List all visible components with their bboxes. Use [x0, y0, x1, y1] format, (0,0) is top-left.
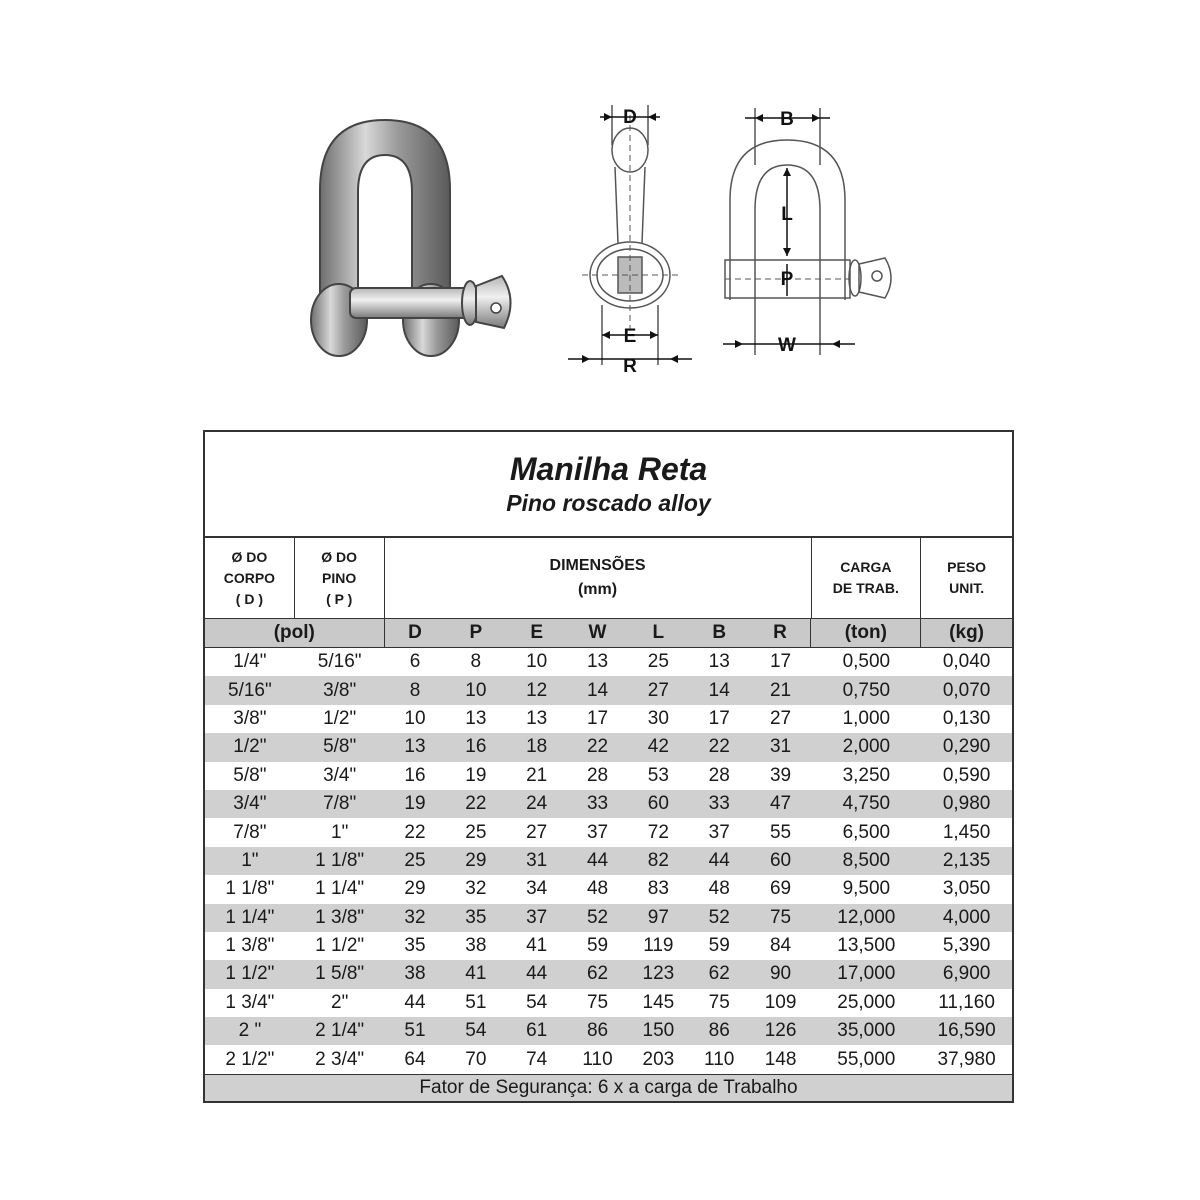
table-cell: 110: [704, 1048, 735, 1070]
table-cell: 2,000: [842, 736, 891, 758]
table-cell: 6,900: [942, 963, 991, 985]
table-cell: 3/4": [323, 764, 357, 786]
table-cell: 17: [708, 707, 730, 729]
table-cell: 1 3/8": [315, 906, 365, 928]
table-body: [205, 648, 1012, 1074]
table-cell: 13: [586, 651, 609, 673]
table-title: Manilha Reta: [509, 451, 708, 487]
table-row: [205, 790, 1012, 818]
table-cell: 13: [708, 651, 730, 673]
table-cell: 8: [409, 679, 421, 701]
table-cell: 13: [526, 707, 548, 729]
table-cell: 52: [708, 906, 730, 928]
table-cell: 22: [586, 736, 609, 758]
label-e: E: [623, 326, 637, 347]
table-cell: 0,500: [842, 651, 891, 673]
table-cell: 48: [708, 878, 730, 900]
table-row: [205, 847, 1012, 875]
table-cell: 75: [586, 991, 609, 1013]
table-cell: 12: [526, 679, 548, 701]
table-cell: 1 1/2": [225, 963, 275, 985]
table-cell: 3/8": [323, 679, 357, 701]
table-cell: 70: [465, 1048, 487, 1070]
table-cell: 14: [586, 679, 609, 701]
table-cell: 17: [586, 707, 609, 729]
table-cell: 37,980: [937, 1048, 996, 1070]
table-cell: 35: [465, 906, 487, 928]
table-cell: 1 1/4": [315, 878, 365, 900]
table-cell: 1 1/8": [315, 849, 365, 871]
table-cell: 1 1/8": [225, 878, 275, 900]
table-cell: 1/4": [233, 651, 267, 673]
label-d: D: [623, 107, 637, 128]
table-cell: 35: [404, 935, 426, 957]
table-row: [205, 932, 1012, 960]
table-cell: 31: [526, 849, 548, 871]
label-b: B: [780, 109, 794, 130]
table-cell: 16,590: [937, 1020, 996, 1042]
table-cell: 48: [586, 878, 609, 900]
table-row: [205, 875, 1012, 903]
table-cell: 75: [769, 906, 792, 928]
table-cell: 74: [526, 1048, 548, 1070]
header-pino: Ø DO PINO ( P ): [295, 538, 385, 618]
unit-r: R: [750, 619, 812, 647]
table-row: [205, 904, 1012, 932]
header-dimensoes: DIMENSÕES (mm): [385, 538, 812, 618]
table-cell: 19: [465, 764, 487, 786]
table-cell: 75: [708, 991, 730, 1013]
table-cell: 2 ": [238, 1020, 262, 1042]
table-cell: 4,000: [942, 906, 991, 928]
table-cell: 64: [404, 1048, 426, 1070]
table-row: [205, 762, 1012, 790]
table-cell: 32: [404, 906, 426, 928]
table-cell: 90: [769, 963, 792, 985]
table-cell: 25: [647, 651, 669, 673]
table-cell: 84: [769, 935, 792, 957]
unit-w: W: [588, 622, 607, 643]
table-cell: 37: [708, 821, 730, 843]
table-row: [205, 1045, 1012, 1073]
table-cell: 5/16": [317, 651, 362, 673]
table-subtitle: Pino roscado alloy: [506, 490, 711, 516]
table-cell: 62: [586, 963, 609, 985]
table-cell: 86: [708, 1020, 730, 1042]
table-cell: 7/8": [323, 793, 357, 815]
table-cell: 8,500: [842, 849, 891, 871]
table-cell: 10: [404, 707, 426, 729]
table-cell: 0,590: [942, 764, 991, 786]
table-cell: 123: [642, 963, 675, 985]
table-cell: 9,500: [842, 878, 891, 900]
table-cell: 13,500: [837, 935, 896, 957]
unit-b: B: [712, 622, 727, 643]
table-cell: 5/8": [233, 764, 267, 786]
table-cell: 1 3/4": [225, 991, 275, 1013]
table-cell: 41: [526, 935, 548, 957]
table-cell: 148: [764, 1048, 797, 1070]
table-cell: 83: [647, 878, 669, 900]
table-cell: 1 1/4": [225, 906, 275, 928]
table-cell: 44: [708, 849, 730, 871]
table-cell: 119: [643, 935, 674, 957]
table-cell: 109: [764, 991, 797, 1013]
table-cell: 39: [769, 764, 792, 786]
table-cell: 2 3/4": [315, 1048, 365, 1070]
table-cell: 1 1/2": [315, 935, 365, 957]
table-cell: 51: [404, 1020, 426, 1042]
table-cell: 27: [769, 707, 792, 729]
table-cell: 22: [465, 793, 487, 815]
table-cell: 17,000: [837, 963, 896, 985]
table-cell: 44: [526, 963, 548, 985]
table-cell: 13: [465, 707, 487, 729]
table-cell: 62: [708, 963, 730, 985]
table-cell: 203: [642, 1048, 675, 1070]
table-cell: 30: [647, 707, 669, 729]
table-cell: 82: [647, 849, 669, 871]
table-cell: 2": [331, 991, 349, 1013]
table-cell: 37: [586, 821, 609, 843]
table-cell: 21: [526, 764, 548, 786]
label-p: P: [780, 269, 794, 290]
front-view-diagram: [560, 95, 700, 380]
table-cell: 72: [647, 821, 669, 843]
table-cell: 32: [465, 878, 487, 900]
table-cell: 12,000: [837, 906, 896, 928]
table-cell: 3,050: [942, 878, 991, 900]
table-cell: 3/4": [233, 793, 267, 815]
side-view-diagram: [715, 100, 910, 360]
table-cell: 14: [708, 679, 730, 701]
table-cell: 17: [769, 651, 792, 673]
table-cell: 0,040: [942, 651, 991, 673]
table-cell: 1 3/8": [225, 935, 275, 957]
table-cell: 97: [647, 906, 669, 928]
table-cell: 10: [465, 679, 487, 701]
table-cell: 1": [241, 849, 259, 871]
table-cell: 25,000: [837, 991, 896, 1013]
table-cell: 25: [465, 821, 487, 843]
shackle-photo: [290, 100, 530, 380]
table-cell: 59: [708, 935, 730, 957]
table-cell: 22: [708, 736, 730, 758]
table-cell: 51: [465, 991, 487, 1013]
table-cell: 5/8": [323, 736, 357, 758]
table-cell: 53: [647, 764, 669, 786]
table-cell: 1,000: [842, 707, 891, 729]
table-cell: 54: [526, 991, 548, 1013]
table-cell: 0,980: [942, 793, 991, 815]
table-cell: 2 1/4": [315, 1020, 365, 1042]
table-row: [205, 989, 1012, 1017]
unit-p: P: [469, 622, 483, 643]
table-cell: 42: [647, 736, 669, 758]
label-l: L: [781, 204, 793, 225]
table-cell: 54: [465, 1020, 487, 1042]
table-cell: 1/2": [233, 736, 267, 758]
header-carga: CARGA DE TRAB.: [812, 538, 922, 618]
table-cell: 6: [409, 651, 421, 673]
table-cell: 27: [526, 821, 548, 843]
table-row: [205, 676, 1012, 704]
table-cell: 29: [404, 878, 426, 900]
table-cell: 34: [526, 878, 548, 900]
table-cell: 38: [465, 935, 487, 957]
table-row: [205, 648, 1012, 676]
table-cell: 10: [526, 651, 548, 673]
unit-pol: (pol): [205, 619, 385, 647]
table-cell: 37: [526, 906, 548, 928]
label-r: R: [623, 356, 637, 377]
table-cell: 61: [526, 1020, 548, 1042]
table-cell: 44: [586, 849, 609, 871]
table-cell: 33: [708, 793, 730, 815]
table-cell: 25: [404, 849, 426, 871]
header-corpo: Ø DO CORPO ( D ): [205, 538, 295, 618]
table-cell: 0,070: [942, 679, 991, 701]
table-cell: 47: [769, 793, 792, 815]
table-cell: 1 5/8": [315, 963, 365, 985]
table-cell: 55: [769, 821, 792, 843]
table-cell: 35,000: [837, 1020, 896, 1042]
table-cell: 0,750: [842, 679, 891, 701]
table-row: [205, 733, 1012, 761]
table-cell: 1/2": [323, 707, 357, 729]
table-cell: 22: [404, 821, 426, 843]
header-peso: PESO UNIT.: [947, 559, 987, 596]
table-cell: 145: [642, 991, 675, 1013]
table-cell: 38: [404, 963, 426, 985]
label-w: W: [778, 335, 796, 356]
table-cell: 16: [404, 764, 426, 786]
table-row: [205, 960, 1012, 988]
table-cell: 33: [586, 793, 609, 815]
unit-d: D: [408, 622, 422, 643]
unit-kg: (kg): [949, 622, 984, 643]
table-cell: 60: [647, 793, 669, 815]
table-cell: 8: [470, 651, 482, 673]
table-cell: 7/8": [233, 821, 267, 843]
table-cell: 0,130: [942, 707, 991, 729]
table-cell: 2 1/2": [225, 1048, 275, 1070]
table-cell: 5,390: [942, 935, 991, 957]
table-cell: 24: [526, 793, 548, 815]
units-row: [205, 619, 1012, 648]
table-cell: 150: [642, 1020, 675, 1042]
unit-l: L: [652, 622, 665, 643]
spec-table: [203, 430, 1014, 1103]
table-cell: 13: [404, 736, 426, 758]
title-block: [205, 432, 1012, 538]
table-cell: 11,160: [938, 991, 995, 1013]
table-cell: 86: [586, 1020, 609, 1042]
table-cell: 31: [769, 736, 792, 758]
unit-ton: (ton): [811, 619, 921, 647]
table-row: [205, 818, 1012, 846]
unit-e: E: [530, 622, 544, 643]
table-cell: 69: [769, 878, 792, 900]
table-cell: 29: [465, 849, 487, 871]
table-cell: 2,135: [942, 849, 991, 871]
table-cell: 41: [465, 963, 487, 985]
table-cell: 19: [404, 793, 426, 815]
table-cell: 5/16": [228, 679, 272, 701]
table-footer: Fator de Segurança: 6 x a carga de Trabalho: [205, 1074, 1012, 1101]
table-row: [205, 705, 1012, 733]
table-cell: 52: [586, 906, 609, 928]
table-cell: 4,750: [842, 793, 891, 815]
table-cell: 44: [404, 991, 426, 1013]
table-cell: 3/8": [233, 707, 267, 729]
table-row: [205, 1017, 1012, 1045]
table-cell: 6,500: [842, 821, 891, 843]
table-cell: 126: [764, 1020, 797, 1042]
table-cell: 16: [465, 736, 487, 758]
table-cell: 110: [582, 1048, 613, 1070]
table-cell: 0,290: [942, 736, 991, 758]
table-cell: 28: [708, 764, 730, 786]
table-cell: 1,450: [942, 821, 991, 843]
table-cell: 1": [331, 821, 349, 843]
table-cell: 27: [647, 679, 669, 701]
table-cell: 60: [769, 849, 792, 871]
table-cell: 21: [769, 679, 792, 701]
table-cell: 28: [586, 764, 609, 786]
table-cell: 59: [586, 935, 609, 957]
table-cell: 55,000: [837, 1048, 896, 1070]
table-cell: 18: [526, 736, 548, 758]
table-cell: 3,250: [842, 764, 891, 786]
header-row: [205, 538, 1012, 619]
